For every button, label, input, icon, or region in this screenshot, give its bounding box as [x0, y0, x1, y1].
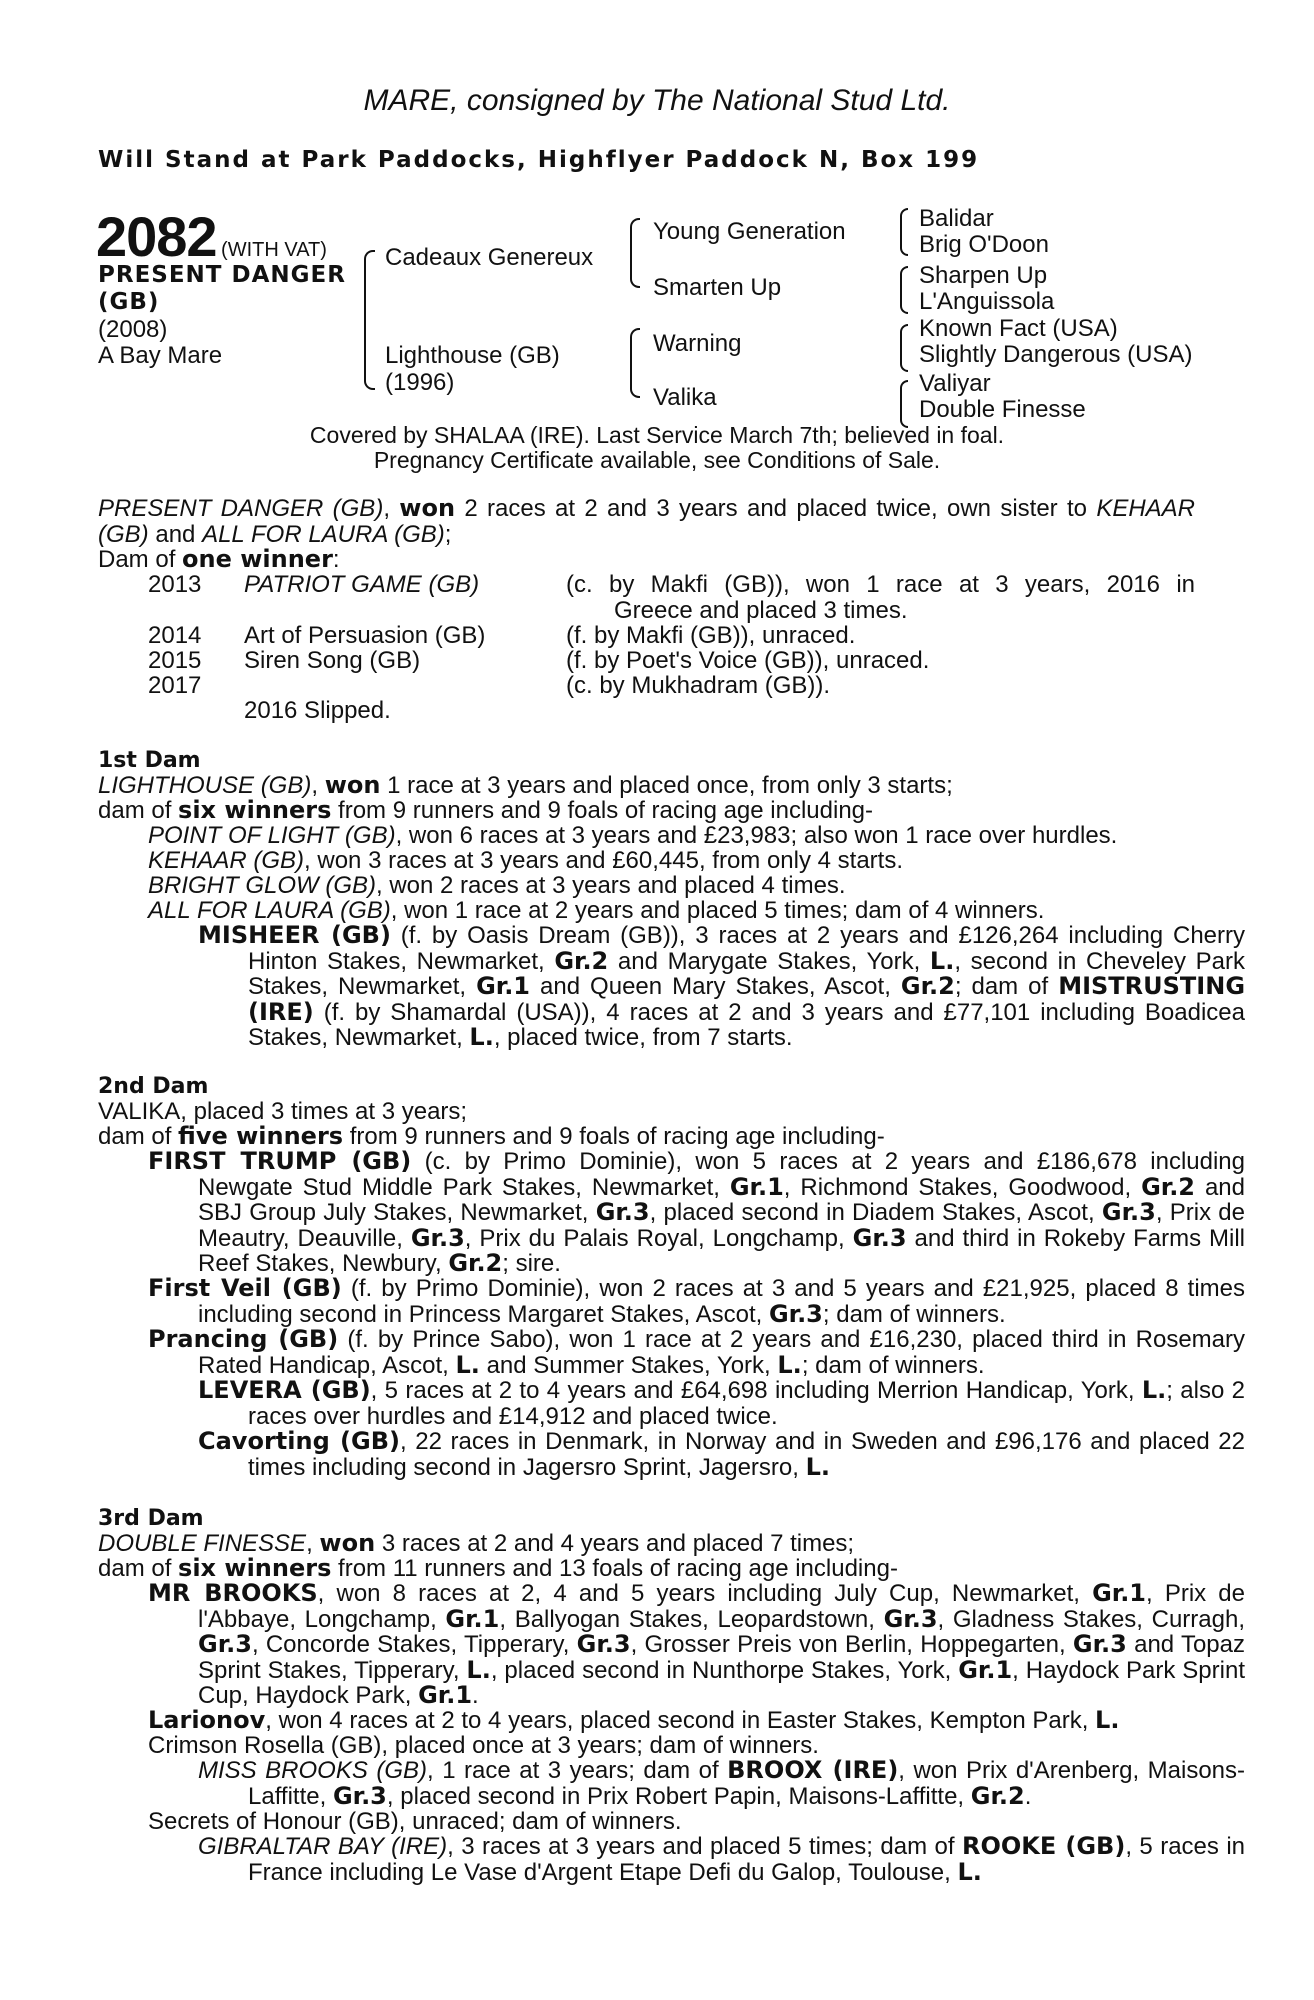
- grade-label: Gr.2: [900, 972, 955, 1000]
- offspring-text: , won 2 races at 3 years and placed 4 times.: [376, 872, 846, 899]
- dam-name: LIGHTHOUSE (GB): [98, 772, 312, 799]
- dam-year: (1996): [385, 369, 455, 396]
- offspring-name: MISTRUSTING (IRE): [248, 972, 1246, 1026]
- offspring-text: ; dam of winners.: [801, 1351, 985, 1379]
- horse-name-suffix: (GB): [98, 289, 160, 315]
- dam-text: from 9 runners and 9 foals of racing age including-: [331, 797, 874, 824]
- won-label: won: [399, 494, 456, 522]
- offspring-text: and third in Rokeby Farms Mill Reef Stakes, Newbury,: [198, 1224, 1245, 1277]
- produce-detail-line: Greece and placed 3 times.: [614, 596, 908, 624]
- produce-name: Siren Song (GB): [244, 647, 421, 674]
- grade-label: Gr.3: [332, 1781, 387, 1810]
- produce-details: (c. by Mukhadram (GB)).: [566, 672, 831, 699]
- offspring-name: Prancing (GB): [148, 1325, 339, 1353]
- second-dam-heading: 2nd Dam: [98, 1074, 209, 1099]
- offspring-name: KEHAAR (GB): [148, 847, 305, 874]
- first-dam-produce: [98, 798, 873, 824]
- offspring-entry: Crimson Rosella (GB), placed once at 3 years; dam of winners.: [148, 1732, 819, 1759]
- g3-ancestor: Slightly Dangerous (USA): [919, 341, 1193, 368]
- dam-dam: Valika: [653, 384, 717, 411]
- offspring-text: ; dam of: [954, 973, 1059, 1000]
- offspring-name: BROOX (IRE): [727, 1756, 899, 1784]
- grade-label: Gr.3: [768, 1299, 823, 1328]
- offspring-entry: [148, 873, 846, 899]
- offspring-name: First Veil (GB): [148, 1274, 342, 1302]
- grade-label: L.: [805, 1452, 831, 1481]
- pedigree-bracket: [364, 250, 375, 390]
- offspring-text: , won 6 races at 3 years and £23,983; also won 1 race over hurdles.: [395, 822, 1118, 849]
- grade-label: Gr.2: [1141, 1172, 1196, 1201]
- offspring-text: ; also 2 races over hurdles and £14,912 and placed twice.: [248, 1377, 1245, 1430]
- offspring-name: Cavorting (GB): [198, 1427, 400, 1455]
- grand-offspring-entry: [198, 1834, 1245, 1885]
- dam-name: DOUBLE FINESSE: [98, 1530, 307, 1557]
- produce-year: 2013: [148, 571, 202, 598]
- offspring-name: MISHEER (GB): [198, 921, 391, 949]
- offspring-text: ; sire.: [502, 1250, 561, 1277]
- dam-of-line: [98, 547, 340, 573]
- offspring-text: .: [472, 1682, 479, 1709]
- sire-dam: Smarten Up: [653, 274, 782, 301]
- dam-sire: Warning: [653, 330, 742, 357]
- g3-ancestor: L'Anguissola: [919, 288, 1055, 315]
- second-dam-produce: [98, 1124, 885, 1150]
- grade-label: L.: [469, 1023, 494, 1051]
- sire-bracket: [630, 218, 640, 288]
- offspring-text: and Marygate Stakes, York,: [608, 947, 930, 975]
- horse-summary: PRESENT DANGER (GB), won 2 races at 2 and 3 years and placed twice, own sister to KEHAAR (GB) and ALL FOR LAURA (GB);: [98, 494, 1196, 548]
- lot-number: 2082: [96, 205, 217, 268]
- grade-label: L.: [777, 1350, 802, 1379]
- offspring-text: , Haydock Park Sprint Cup, Haydock Park,: [198, 1656, 1245, 1709]
- offspring-text: , 1 race at 3 years; dam of: [427, 1757, 728, 1784]
- offspring-text: (f. by Prince Sabo), won 1 race at 2 years and £16,230, placed third in Rosemary Rated Handicap, Ascot,: [198, 1326, 1245, 1379]
- vat-label: (WITH VAT): [221, 239, 327, 261]
- produce-details: [566, 572, 1195, 623]
- offspring-text: , Prix de Meautry, Deauville,: [198, 1199, 1246, 1252]
- offspring-text: , Grosser Preis von Berlin, Hoppegarten,: [630, 1631, 1073, 1658]
- g3-ancestor: Sharpen Up: [919, 262, 1048, 289]
- offspring-entry: [148, 898, 1044, 924]
- offspring-entry: [148, 1149, 1245, 1277]
- grade-label: Gr.3: [1101, 1198, 1156, 1226]
- grade-label: Gr.3: [1072, 1630, 1127, 1658]
- summary-text: ;: [444, 520, 452, 548]
- dam-text: dam of: [98, 797, 179, 824]
- covered-line: Covered by SHALAA (IRE). Last Service March 7th; believed in foal.: [309, 422, 1005, 448]
- grade-label: Gr.2: [448, 1249, 503, 1277]
- summary-text: Dam of: [98, 546, 183, 573]
- offspring-entry: [148, 1276, 1245, 1327]
- grade-label: L.: [1095, 1706, 1120, 1734]
- produce-details: (f. by Poet's Voice (GB)), unraced.: [566, 647, 930, 674]
- produce-year: 2015: [148, 647, 202, 674]
- grade-label: Gr.3: [595, 1198, 650, 1226]
- summary-name: PRESENT DANGER (GB): [98, 495, 384, 522]
- winner-count: one winner: [182, 545, 333, 573]
- dam-text: 1 race at 3 years and placed once, from only 3 starts;: [380, 772, 953, 799]
- grade-label: L.: [957, 1857, 982, 1886]
- offspring-text: , 3 races at 3 years and placed 5 times; dam of: [447, 1833, 962, 1860]
- third-dam-heading: 3rd Dam: [98, 1506, 204, 1531]
- grade-label: Gr.3: [198, 1630, 252, 1658]
- offspring-entry: [148, 848, 903, 874]
- offspring-name: ALL FOR LAURA (GB): [148, 897, 391, 924]
- offspring-text: and SBJ Group July Stakes, Newmarket,: [198, 1173, 1245, 1226]
- dam-text: ,: [306, 1530, 320, 1557]
- grade-label: Gr.3: [883, 1604, 938, 1633]
- g3-bracket-2: [900, 266, 908, 314]
- offspring-text: , Richmond Stakes, Goodwood,: [783, 1173, 1142, 1201]
- offspring-name: FIRST TRUMP (GB): [148, 1147, 412, 1175]
- grade-label: Gr.1: [476, 972, 531, 1000]
- summary-text: :: [332, 546, 340, 573]
- grand-offspring-entry: [198, 1429, 1245, 1480]
- grade-label: Gr.1: [729, 1172, 784, 1201]
- offspring-name: ROOKE (GB): [961, 1832, 1126, 1860]
- grade-label: Gr.2: [970, 1781, 1025, 1810]
- grade-label: Gr.3: [410, 1223, 465, 1252]
- offspring-text: (f. by Oasis Dream (GB)), 3 races at 2 years and £126,264 including Cherry Hinton Stakes, Newmarket,: [248, 922, 1245, 975]
- offspring-entry: [148, 1581, 1245, 1709]
- third-dam-line: [98, 1531, 854, 1557]
- grand-offspring-entry: [198, 923, 1245, 1051]
- offspring-text: , won Prix d'Arenberg, Maisons-Laffitte,: [248, 1757, 1246, 1810]
- winner-count: five winners: [178, 1122, 344, 1150]
- offspring-text: ; dam of winners.: [822, 1300, 1006, 1328]
- grade-label: L.: [455, 1350, 480, 1379]
- grade-label: Gr.1: [1092, 1579, 1147, 1607]
- g3-ancestor: Brig O'Doon: [919, 231, 1049, 258]
- produce-details: (f. by Makfi (GB)), unraced.: [566, 622, 856, 649]
- horse-name: PRESENT DANGER: [98, 262, 346, 288]
- offspring-text: and Summer Stakes, York,: [479, 1351, 778, 1379]
- horse-year: (2008): [98, 316, 168, 343]
- offspring-text: , won 1 race at 2 years and placed 5 times; dam of 4 winners.: [390, 897, 1045, 924]
- offspring-text: , won 4 races at 2 to 4 years, placed second in Easter Stakes, Kempton Park,: [265, 1707, 1096, 1734]
- produce-year: 2014: [148, 622, 202, 649]
- lot-number-line: [96, 204, 327, 269]
- g3-ancestor: Valiyar: [919, 370, 991, 397]
- produce-year: 2017: [148, 672, 202, 699]
- grade-label: Gr.2: [554, 946, 609, 975]
- sibling-name: ALL FOR LAURA (GB): [202, 520, 445, 548]
- offspring-text: , placed second in Nunthorpe Stakes, York,: [490, 1656, 959, 1684]
- grade-label: Gr.3: [852, 1223, 907, 1252]
- dam-text: from 11 runners and 13 foals of racing age including-: [331, 1555, 898, 1582]
- offspring-text: .: [1024, 1782, 1032, 1810]
- offspring-text: , won 3 races at 3 years and £60,445, from only 4 starts.: [304, 847, 904, 874]
- offspring-text: , Ballyogan Stakes, Leopardstown,: [499, 1605, 884, 1633]
- pregnancy-line: Pregnancy Certificate available, see Conditions of Sale.: [373, 447, 941, 473]
- offspring-name: BRIGHT GLOW (GB): [148, 872, 376, 899]
- offspring-name: Larionov: [148, 1706, 266, 1734]
- offspring-text: , Prix de l'Abbaye, Longchamp,: [198, 1580, 1246, 1633]
- offspring-text: (f. by Primo Dominie), won 2 races at 3 and 5 years and £21,925, placed 8 times including second in Princess Margaret Stakes, Ascot,: [198, 1275, 1245, 1328]
- offspring-text: , 22 races in Denmark, in Norway and in Sweden and £96,176 and placed 22 times including second in Jagersro Sprint, Jagersro,: [248, 1428, 1245, 1481]
- offspring-text: and Topaz Sprint Stakes, Tipperary,: [198, 1631, 1245, 1684]
- offspring-text: , won 8 races at 2, 4 and 5 years including July Cup, Newmarket,: [317, 1580, 1093, 1607]
- g3-bracket-4: [900, 380, 908, 428]
- summary-text: 2 races at 2 and 3 years and placed twice, own sister to: [455, 495, 1097, 522]
- offspring-name: MR BROOKS: [148, 1579, 318, 1607]
- g3-ancestor: Known Fact (USA): [919, 315, 1118, 342]
- grand-offspring-entry: [198, 1378, 1245, 1429]
- dam-text: 3 races at 2 and 4 years and placed 7 times;: [375, 1530, 855, 1557]
- summary-text: and: [148, 520, 203, 548]
- offspring-entry: [148, 1708, 1119, 1734]
- offspring-text: and Queen Mary Stakes, Ascot,: [530, 973, 901, 1000]
- slipped-note: 2016 Slipped.: [244, 697, 391, 724]
- horse-description: A Bay Mare: [98, 342, 223, 369]
- dam-text: dam of: [98, 1555, 179, 1582]
- offspring-entry: [148, 823, 1117, 849]
- grade-label: Gr.3: [576, 1630, 631, 1658]
- offspring-text: , placed second in Diadem Stakes, Ascot,: [649, 1199, 1102, 1226]
- produce-name: Art of Persuasion (GB): [244, 622, 486, 649]
- dam-bracket: [630, 328, 640, 398]
- won-label: won: [319, 1529, 376, 1557]
- offspring-name: GIBRALTAR BAY (IRE): [198, 1833, 448, 1860]
- sibling-name: KEHAAR (GB): [98, 495, 1196, 548]
- g3-ancestor: Balidar: [919, 205, 994, 232]
- sire-sire: Young Generation: [653, 218, 846, 245]
- g3-bracket-3: [900, 324, 908, 372]
- winner-count: six winners: [178, 1554, 332, 1582]
- offspring-text: , placed twice, from 7 starts.: [493, 1024, 793, 1051]
- second-dam-line: VALIKA, placed 3 times at 3 years;: [98, 1098, 468, 1125]
- offspring-entry: Secrets of Honour (GB), unraced; dam of winners.: [148, 1808, 682, 1835]
- produce-detail-line: (c. by Makfi (GB)), won 1 race at 3 years, 2016 in: [566, 571, 1195, 598]
- offspring-text: , Concorde Stakes, Tipperary,: [251, 1631, 577, 1658]
- offspring-name: LEVERA (GB): [198, 1376, 371, 1404]
- offspring-text: , second in Cheveley Park Stakes, Newmarket,: [248, 947, 1245, 1000]
- first-dam-heading: 1st Dam: [98, 748, 201, 773]
- g3-ancestor: Double Finesse: [919, 396, 1086, 423]
- offspring-text: , 5 races in France including Le Vase d'Argent Etape Defi du Galop, Toulouse,: [248, 1833, 1246, 1886]
- offspring-text: , placed second in Prix Robert Papin, Maisons-Laffitte,: [386, 1782, 971, 1810]
- grade-label: L.: [466, 1655, 491, 1684]
- dam-text: dam of: [98, 1123, 179, 1150]
- grand-offspring-entry: [198, 1758, 1245, 1809]
- offspring-text: , 5 races at 2 to 4 years and £64,698 including Merrion Handicap, York,: [370, 1377, 1142, 1404]
- offspring-name: MISS BROOKS (GB): [198, 1757, 428, 1784]
- grade-label: Gr.1: [958, 1655, 1013, 1684]
- offspring-text: , Gladness Stakes, Curragh,: [937, 1605, 1246, 1633]
- third-dam-produce: [98, 1556, 898, 1582]
- page-title: MARE, consigned by The National Stud Ltd.: [363, 84, 951, 117]
- grade-label: Gr.1: [445, 1604, 500, 1633]
- winner-count: six winners: [178, 796, 332, 824]
- offspring-entry: [148, 1327, 1245, 1378]
- offspring-name: POINT OF LIGHT (GB): [148, 822, 396, 849]
- grade-label: Gr.1: [418, 1681, 473, 1709]
- offspring-text: (f. by Shamardal (USA)), 4 races at 2 and 3 years and £77,101 including Boadicea Stakes, Newmarket,: [248, 998, 1245, 1051]
- grade-label: L.: [929, 946, 955, 975]
- g3-bracket-1: [900, 208, 908, 256]
- won-label: won: [324, 771, 381, 799]
- dam-name: Lighthouse (GB): [385, 342, 560, 369]
- grade-label: L.: [1141, 1376, 1167, 1404]
- offspring-text: (c. by Primo Dominie), won 5 races at 2 years and £186,678 including Newgate Stud Middle Park Stakes, Newmarket,: [198, 1148, 1246, 1201]
- produce-name: PATRIOT GAME (GB): [244, 571, 480, 598]
- stand-info: Will Stand at Park Paddocks, Highflyer Paddock N, Box 199: [98, 147, 980, 173]
- first-dam-line: LIGHTHOUSE (GB), won 1 race at 3 years and placed once, from only 3 starts;: [98, 771, 953, 799]
- sire-name: Cadeaux Genereux: [385, 244, 594, 271]
- dam-text: from 9 runners and 9 foals of racing age including-: [343, 1123, 885, 1150]
- offspring-text: , Prix du Palais Royal, Longchamp,: [464, 1224, 853, 1252]
